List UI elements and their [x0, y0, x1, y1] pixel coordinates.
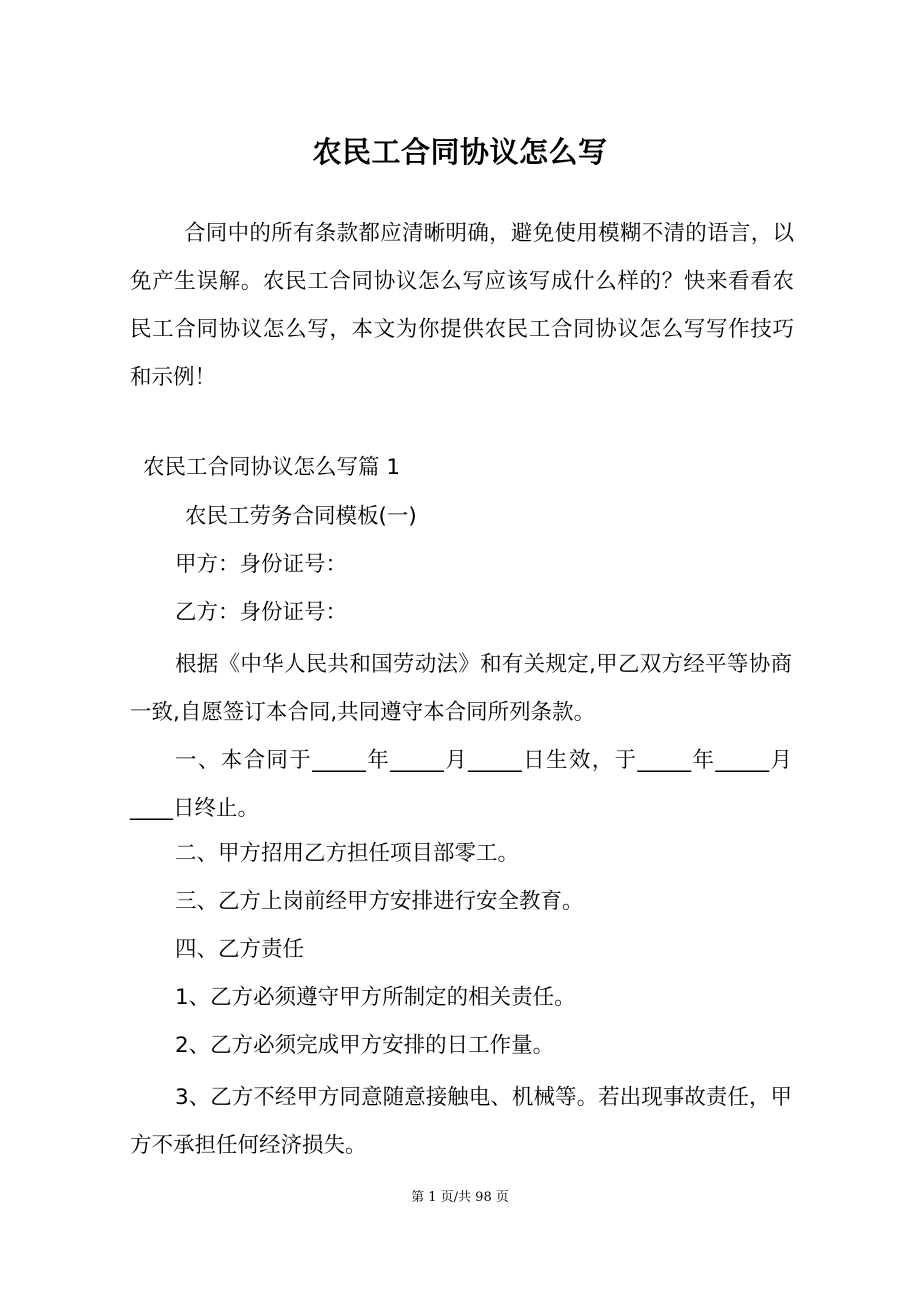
sub-clause-2: 2、乙方必须完成甲方安排的日工作量。 — [175, 1033, 555, 1058]
section-heading: 农民工合同协议怎么写篇 1 — [143, 455, 401, 480]
template-title: 农民工劳务合同模板(一) — [185, 504, 417, 529]
document-title: 农民工合同协议怎么写 — [312, 135, 608, 169]
sub-clause-1: 1、乙方必须遵守甲方所制定的相关责任。 — [175, 985, 576, 1010]
intro-paragraph: 合同中的所有条款都应清晰明确，避免使用模糊不清的语言，以免产生误解。农民工合同协议怎么写应该写成什么样的？快来看看农民工合同协议怎么写，本文为你提供农民工合同协议怎么写写作技巧和示例！ — [130, 221, 794, 390]
sub-clause-3: 3、乙方不经甲方同意随意接触电、机械等。若出现事故责任，甲方不承担任何经济损失。 — [130, 1085, 792, 1158]
party-a-line: 甲方：身份证号： — [175, 552, 348, 577]
basis-paragraph: 根据《中华人民共和国劳动法》和有关规定,甲乙双方经平等协商一致,自愿签订本合同,共同遵守本合同所列条款。 — [130, 652, 792, 725]
term-clause: 一、本合同于_____年_____月_____日生效，于_____年_____月____日终止。 — [130, 748, 792, 821]
page-footer: 第 1 页/共 98 页 — [411, 1190, 509, 1205]
clause-item-3: 三、乙方上岗前经甲方安排进行安全教育。 — [175, 889, 584, 914]
clause-item-2: 二、甲方招用乙方担任项目部零工。 — [175, 841, 520, 866]
party-b-line: 乙方：身份证号： — [175, 600, 348, 625]
clause-item-4: 四、乙方责任 — [175, 937, 305, 962]
